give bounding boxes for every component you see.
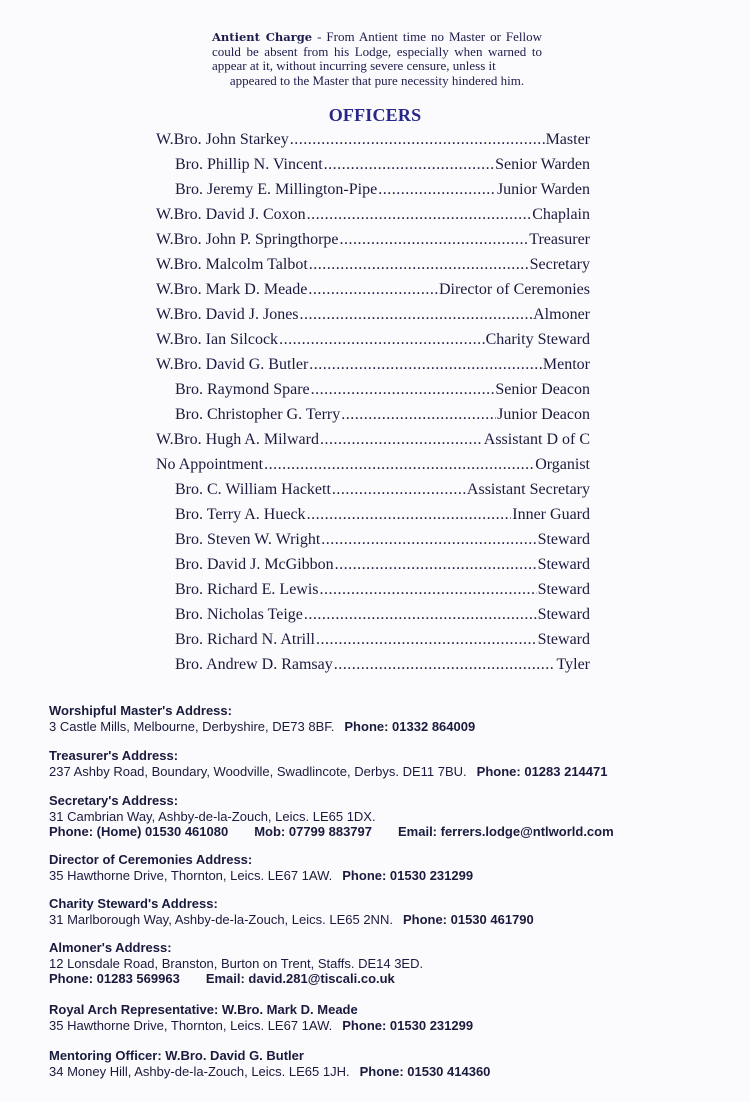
leader-dots	[307, 206, 532, 224]
officer-role: Steward	[537, 606, 590, 623]
officer-name: W.Bro. David J. Coxon	[156, 206, 306, 223]
officer-role: Treasurer	[529, 231, 590, 248]
officers-heading: OFFICERS	[328, 105, 422, 125]
doc-address-text: 35 Hawthorne Drive, Thornton, Leics. LE67 1AW.	[49, 867, 333, 883]
officer-row	[156, 456, 590, 481]
officer-row	[156, 256, 590, 281]
wm-address-title: Worshipful Master's Address:	[49, 703, 232, 718]
treasurer-phone: Phone: 01283 214471	[476, 763, 608, 779]
royal-arch-title: Royal Arch Representative: W.Bro. Mark D. Meade	[49, 1002, 358, 1017]
leader-dots	[340, 231, 529, 249]
officer-role: Secretary	[529, 256, 590, 273]
charge-line-2: could be absent from his Lodge, especially when warned to	[212, 43, 542, 59]
charity-address-title: Charity Steward's Address:	[49, 896, 218, 911]
charge-line-1: - From Antient time no Master or Fellow	[312, 29, 543, 44]
officer-name: W.Bro. Ian Silcock	[156, 331, 279, 348]
officer-role: Charity Steward	[485, 331, 590, 348]
officer-role: Senior Deacon	[495, 381, 590, 398]
officer-row	[156, 331, 590, 356]
secretary-address-block	[49, 793, 709, 840]
officer-row	[175, 481, 590, 506]
leader-dots	[321, 531, 536, 549]
officer-row	[175, 556, 590, 581]
officer-role: Inner Guard	[512, 506, 590, 523]
leader-dots	[324, 156, 495, 174]
officer-role: Senior Warden	[495, 156, 590, 173]
officer-role: Chaplain	[532, 206, 590, 223]
leader-dots	[309, 356, 542, 374]
antient-charge-paragraph	[212, 30, 542, 88]
charge-title: Antient Charge	[212, 30, 313, 44]
leader-dots	[332, 481, 466, 499]
leader-dots	[304, 606, 537, 624]
secretary-address-text: 31 Cambrian Way, Ashby-de-la-Zouch, Leics. LE65 1DX.	[49, 808, 376, 824]
officer-role: Almoner	[533, 306, 590, 323]
mentoring-address-text: 34 Money Hill, Ashby-de-la-Zouch, Leics. LE65 1JH.	[49, 1063, 350, 1079]
leader-dots	[320, 431, 483, 449]
mentoring-phone: Phone: 01530 414360	[359, 1063, 491, 1079]
officer-row	[156, 306, 590, 331]
officer-row	[175, 531, 590, 556]
officer-role: Junior Deacon	[497, 406, 590, 423]
leader-dots	[307, 506, 512, 524]
officer-row	[175, 606, 590, 631]
officer-role: Steward	[537, 556, 590, 573]
treasurer-address-block	[49, 748, 709, 779]
officer-name: Bro. David J. McGibbon	[175, 556, 334, 573]
officer-row	[156, 206, 590, 231]
leader-dots	[320, 581, 537, 599]
leader-dots	[300, 306, 533, 324]
officer-name: Bro. Richard E. Lewis	[175, 581, 319, 598]
leader-dots	[334, 656, 556, 674]
officer-role: Tyler	[556, 656, 590, 673]
officer-role: Assistant D of C	[483, 431, 590, 448]
officer-name: W.Bro. Hugh A. Milward	[156, 431, 319, 448]
officer-name: Bro. Terry A. Hueck	[175, 506, 306, 523]
mentoring-title: Mentoring Officer: W.Bro. David G. Butler	[49, 1048, 304, 1063]
charge-line-4: appeared to the Master that pure necessity hindered him.	[229, 72, 525, 88]
leader-dots	[309, 256, 529, 274]
officer-row	[175, 381, 590, 406]
officer-role: Steward	[537, 581, 590, 598]
almoner-address-title: Almoner's Address:	[49, 940, 172, 955]
almoner-address-block	[49, 940, 709, 987]
officer-row	[175, 656, 590, 681]
leader-dots	[378, 181, 496, 199]
secretary-address-title: Secretary's Address:	[49, 793, 179, 808]
officer-row	[156, 131, 590, 156]
charity-phone: Phone: 01530 461790	[402, 911, 534, 927]
charge-line-3: appear at it, without incurring severe censure, unless it	[212, 58, 496, 73]
leader-dots	[279, 331, 485, 349]
doc-address-title: Director of Ceremonies Address:	[49, 852, 253, 867]
officer-role: Mentor	[542, 356, 590, 373]
officer-row	[175, 406, 590, 431]
officer-name: Bro. Andrew D. Ramsay	[175, 656, 333, 673]
officer-role: Director of Ceremonies	[438, 281, 590, 298]
royal-arch-address-text: 35 Hawthorne Drive, Thornton, Leics. LE67 1AW.	[49, 1017, 333, 1033]
officer-role: Assistant Secretary	[466, 481, 590, 498]
officer-role: Master	[545, 131, 590, 148]
officer-role: Steward	[537, 631, 590, 648]
officer-row	[175, 581, 590, 606]
officer-row	[156, 231, 590, 256]
officer-row	[175, 181, 590, 206]
officer-name: Bro. Richard N. Atrill	[175, 631, 315, 648]
almoner-phone: Phone: 01283 569963	[49, 971, 180, 986]
royal-arch-block	[49, 1002, 709, 1033]
officer-name: W.Bro. Mark D. Meade	[156, 281, 308, 298]
officer-role: Steward	[537, 531, 590, 548]
leader-dots	[316, 631, 537, 649]
officer-row	[156, 431, 590, 456]
leader-dots	[341, 406, 496, 424]
leader-dots	[308, 281, 438, 299]
officer-name: W.Bro. David G. Butler	[156, 356, 309, 373]
officer-name: W.Bro. John Starkey	[156, 131, 289, 148]
almoner-address-text: 12 Lonsdale Road, Branston, Burton on Trent, Staffs. DE14 3ED.	[49, 955, 424, 971]
mentoring-block	[49, 1048, 709, 1079]
officer-row	[175, 631, 590, 656]
officer-name: Bro. Raymond Spare	[175, 381, 310, 398]
officer-row	[156, 281, 590, 306]
secretary-home-phone: Phone: (Home) 01530 461080	[49, 824, 229, 839]
officer-name: Bro. Jeremy E. Millington-Pipe	[175, 181, 378, 198]
treasurer-address-text: 237 Ashby Road, Boundary, Woodville, Swadlincote, Derbys. DE11 7BU.	[49, 763, 467, 779]
officer-row	[175, 156, 590, 181]
royal-arch-phone: Phone: 01530 231299	[342, 1017, 474, 1033]
treasurer-address-title: Treasurer's Address:	[49, 748, 179, 763]
officer-role: Junior Warden	[496, 181, 590, 198]
officer-role: Organist	[535, 456, 590, 473]
leader-dots	[335, 556, 537, 574]
officer-name: Bro. Christopher G. Terry	[175, 406, 341, 423]
secretary-email[interactable]: Email: ferrers.lodge@ntlworld.com	[398, 824, 614, 839]
leader-dots	[311, 381, 495, 399]
officer-name: W.Bro. John P. Springthorpe	[156, 231, 339, 248]
officer-name: W.Bro. Malcolm Talbot	[156, 256, 308, 273]
charity-address-block	[49, 896, 709, 927]
officer-name: Bro. Steven W. Wright	[175, 531, 321, 548]
almoner-email[interactable]: Email: david.281@tiscali.co.uk	[205, 971, 395, 986]
doc-phone: Phone: 01530 231299	[342, 867, 474, 883]
wm-phone: Phone: 01332 864009	[344, 718, 476, 734]
secretary-mobile: Mob: 07799 883797	[254, 824, 372, 839]
leader-dots	[290, 131, 545, 149]
wm-address-block	[49, 703, 709, 734]
officer-row	[156, 356, 590, 381]
officer-name: Bro. C. William Hackett	[175, 481, 331, 498]
wm-address-text: 3 Castle Mills, Melbourne, Derbyshire, DE73 8BF.	[49, 718, 335, 734]
officer-name: Bro. Nicholas Teige	[175, 606, 303, 623]
officer-name: Bro. Phillip N. Vincent	[175, 156, 323, 173]
charity-address-text: 31 Marlborough Way, Ashby-de-la-Zouch, Leics. LE65 2NN.	[49, 911, 393, 927]
officer-row	[175, 506, 590, 531]
leader-dots	[264, 456, 534, 474]
officer-name: W.Bro. David J. Jones	[156, 306, 299, 323]
doc-address-block	[49, 852, 709, 883]
officer-name: No Appointment	[156, 456, 264, 473]
